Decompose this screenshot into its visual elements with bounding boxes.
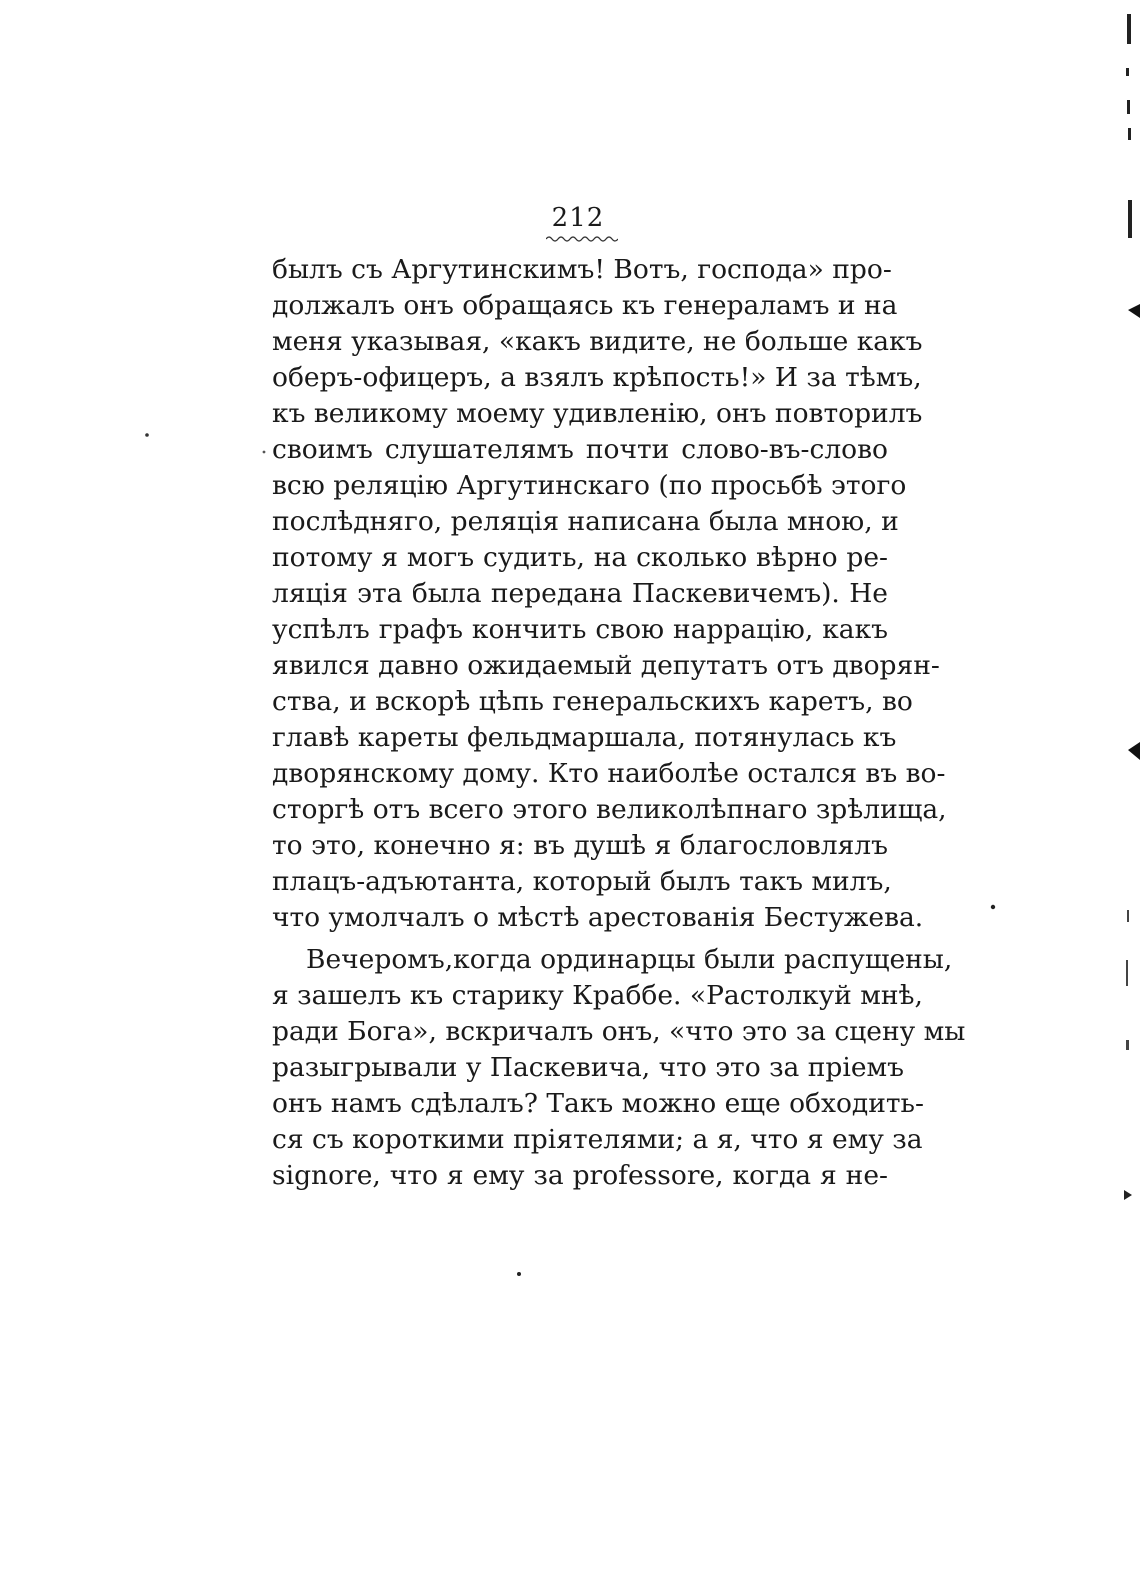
text-line: я зашелъ къ старику Краббе. «Растолкуй мнѣ, [272, 980, 923, 1011]
wavy-rule-ornament [546, 235, 618, 243]
text-line: онъ намъ сдѣлалъ? Такъ можно еще обходить- [272, 1088, 924, 1119]
body-text [272, 252, 966, 1194]
text-line: былъ съ Аргутинскимъ! Вотъ, господа» про- [272, 254, 892, 285]
text-line: ства, и вскорѣ цѣпь генеральскихъ каретъ, во [272, 686, 913, 717]
scan-speck [1127, 100, 1130, 114]
text-line: потому я могъ судить, на сколько вѣрно ре- [272, 542, 888, 573]
text-line: послѣдняго, реляція написана была мною, и [272, 506, 899, 537]
scan-speck [1127, 14, 1131, 44]
text-line: разыгрывали у Паскевича, что это за пріемъ [272, 1052, 905, 1083]
text-line: главѣ кареты фельдмаршала, потянулась къ [272, 722, 897, 753]
text-line: всю реляцію Аргутинскаго (по просьбѣ этого [272, 470, 907, 501]
scan-speck [991, 905, 995, 909]
text-line: успѣлъ графъ кончить свою наррацію, какъ [272, 614, 888, 645]
page-number: 212 [551, 203, 605, 233]
text-line: signore, что я ему за professore, когда я не- [272, 1160, 888, 1191]
scan-speck [1126, 1040, 1129, 1050]
text-line: сторгѣ отъ всего этого великолѣпнаго зрѣлища, [272, 794, 947, 825]
text-line: къ великому моему удивленію, онъ повторилъ [272, 398, 923, 429]
text-line: Вечеромъ,когда ординарцы были распущены, [306, 944, 953, 975]
text-line: дворянскому дому. Кто наиболѣе остался въ во- [272, 758, 946, 789]
text-line: явился давно ожидаемый депутатъ отъ дворян- [272, 650, 940, 681]
scan-speck [145, 433, 149, 437]
text-line: оберъ-офицеръ, а взялъ крѣпость!» И за тѣмъ, [272, 362, 922, 393]
text-line: меня указывая, «какъ видите, не больше какъ [272, 326, 923, 357]
paragraph-2 [272, 942, 966, 1194]
paragraph-1 [272, 252, 947, 936]
text-line: ся съ короткими пріятелями; а я, что я ему за [272, 1124, 923, 1155]
text-line: ляція эта была передана Паскевичемъ). Не [272, 578, 888, 609]
text-line: плацъ-адъютанта, который былъ такъ милъ, [272, 866, 892, 897]
text-line: то это, конечно я: въ душѣ я благословлялъ [272, 830, 888, 861]
scan-speck [1128, 304, 1140, 318]
scan-speck [263, 451, 266, 454]
scan-speck [1126, 960, 1128, 986]
scan-speck [517, 1272, 521, 1276]
text-line: ради Бога», вскричалъ онъ, «что это за сцену мы [272, 1016, 966, 1047]
text-line: своимъ слушателямъ почти слово-въ-слово [272, 434, 888, 465]
scan-speck [1126, 68, 1129, 76]
text-line: что умолчалъ о мѣстѣ арестованія Бестужева. [272, 902, 924, 933]
scan-speck [1124, 1190, 1132, 1200]
scan-speck [1127, 910, 1129, 922]
scan-speck [1128, 742, 1140, 760]
text-line: должалъ онъ обращаясь къ генераламъ и на [272, 290, 898, 321]
scan-speck [1128, 128, 1131, 140]
